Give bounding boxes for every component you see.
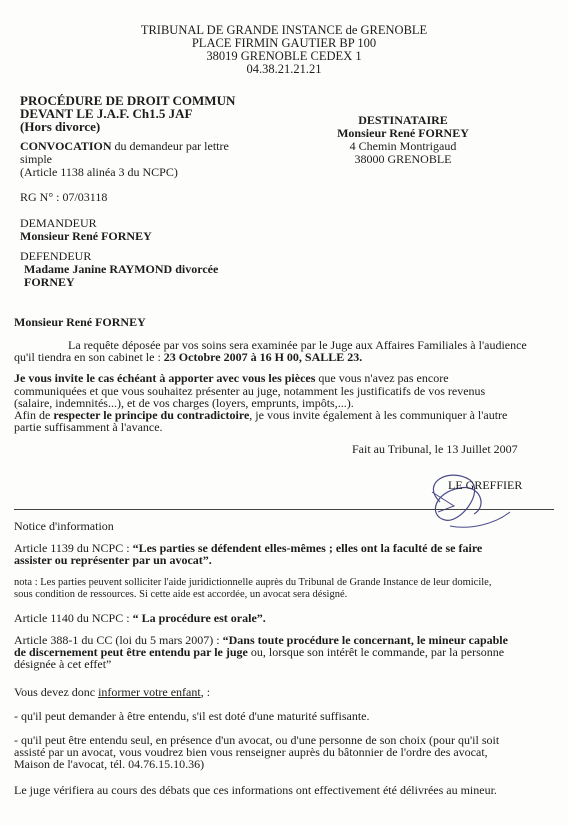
- divider: [14, 509, 554, 510]
- final-note: Le juge vérifiera au cours des débats que ces informations ont effectivement été délivrées au mineur.: [14, 783, 497, 797]
- info-item-2-line2: assisté par un avocat, vous voudrez bien vous renseigner auprès du bâtonnier de l'ordre des avocat,: [14, 745, 488, 759]
- devez-post: , :: [200, 685, 211, 699]
- rg-number: RG N° : 07/03118: [20, 190, 108, 204]
- invite-rest: que vous n'avez pas encore: [315, 371, 449, 385]
- contradictoire-pre: Afin de: [14, 408, 54, 422]
- hearing-date: 23 Octobre 2007 à 16 H 00, SALLE 23.: [163, 350, 363, 364]
- salutation: Monsieur René FORNEY: [14, 315, 146, 329]
- defendeur-name2: FORNEY: [24, 275, 75, 289]
- procedure-title: [20, 94, 235, 133]
- greffier-label: LE GREFFIER: [448, 478, 523, 492]
- convocation-label: CONVOCATION: [20, 139, 112, 153]
- invite-line3: (salaire, indemnités...), et de vos charges (loyers, emprunts, impôts,...).: [14, 396, 354, 410]
- article-388-rest: ou, lorsque son intérêt le commande, par la personne: [247, 645, 505, 659]
- recipient-city: 38000 GRENOBLE: [354, 152, 452, 166]
- info-item-2-line3: Maison de l'avocat, tél. 04.76.15.10.36): [14, 757, 205, 771]
- convocation-article: (Article 1138 alinéa 3 du NCPC): [20, 165, 178, 179]
- contradictoire-bold: respecter le principe du contradictoire: [53, 408, 250, 422]
- signature-scribble: [410, 462, 530, 532]
- notice-title: Notice d'information: [14, 519, 114, 533]
- nota-line2: sous condition de ressources. Si cette aide est accordée, un avocat sera désigné.: [14, 589, 348, 600]
- article-1139-text2: assister ou représenter par un avocat”.: [14, 553, 212, 567]
- article-1139-label: Article 1139 du NCPC :: [14, 541, 133, 555]
- body-p1-line1: La requête déposée par vos soins sera examinée par le Juge aux Affaires Familiales à l'audience: [68, 338, 527, 352]
- procedure-line2: DEVANT LE J.A.F. Ch1.5 JAF: [20, 106, 193, 121]
- article-388-line3: désignée à cet effet”: [14, 657, 112, 671]
- devez-pre: Vous devez donc: [14, 685, 99, 699]
- procedure-line1: PROCÉDURE DE DROIT COMMUN: [20, 93, 236, 108]
- article-388-text1: “Dans toute procédure le concernant, le mineur capable: [222, 633, 508, 647]
- info-item-2-line1: - qu'il peut être entendu seul, en présence d'un avocat, ou d'une personne de son choix (pour qu'il soit: [14, 733, 500, 747]
- demandeur-label: DEMANDEUR: [20, 216, 97, 230]
- demandeur-block: [20, 217, 152, 243]
- procedure-line3: (Hors divorce): [20, 119, 101, 134]
- devez-underlined: informer votre enfant: [98, 685, 201, 699]
- convocation-text: du demandeur par lettre: [111, 139, 229, 153]
- article-1140-label: Article 1140 du NCPC :: [14, 611, 133, 625]
- recipient-address: 4 Chemin Montrigaud: [349, 139, 457, 153]
- fait-au-tribunal: Fait au Tribunal, le 13 Juillet 2007: [352, 442, 518, 456]
- contradictoire-line2: partie suffisamment à l'avance.: [14, 420, 163, 434]
- article-388-label: Article 388-1 du CC (loi du 5 mars 2007) :: [14, 633, 223, 647]
- article-388-text2: de discernement peut être entendu par le juge: [14, 645, 248, 659]
- defendeur-label: DEFENDEUR: [20, 249, 92, 263]
- invite-bold: Je vous invite le cas échéant à apporter avec vous les pièces: [14, 371, 316, 385]
- court-phone: 04.38.21.21.21: [246, 62, 322, 76]
- court-address: PLACE FIRMIN GAUTIER BP 100: [191, 36, 377, 50]
- defendeur-block: [20, 250, 218, 289]
- demandeur-name: Monsieur René FORNEY: [20, 229, 152, 243]
- recipient-label: DESTINATAIRE: [358, 113, 448, 127]
- article-1139-text1: “Les parties se défendent elles-mêmes ; elles ont la faculté de se faire: [132, 541, 483, 555]
- info-item-1: - qu'il peut demander à être entendu, s'il est doté d'une maturité suffisante.: [14, 709, 370, 723]
- body-p1-line2: qu'il tiendra en son cabinet le :: [14, 350, 164, 364]
- convocation-text2: simple: [20, 152, 52, 166]
- convocation-block: [20, 140, 229, 179]
- contradictoire-post: , je vous invite également à les communiquer à l'autre: [249, 408, 508, 422]
- nota-line1: nota : Les parties peuvent solliciter l'aide juridictionnelle auprès du Tribunal de Grande Instance de leur domicile,: [14, 577, 492, 588]
- recipient-block: [318, 114, 488, 166]
- court-city: 38019 GRENOBLE CEDEX 1: [206, 49, 362, 63]
- invite-line2: communiquées et que vous souhaitez présenter au juge, notamment les justificatifs de vos revenus: [14, 384, 486, 398]
- court-name: TRIBUNAL DE GRANDE INSTANCE de GRENOBLE: [140, 23, 428, 37]
- defendeur-name1: Madame Janine RAYMOND divorcée: [24, 262, 219, 276]
- court-header: [0, 24, 568, 76]
- recipient-name: Monsieur René FORNEY: [337, 126, 469, 140]
- article-1140-text: “ La procédure est orale”.: [132, 611, 266, 625]
